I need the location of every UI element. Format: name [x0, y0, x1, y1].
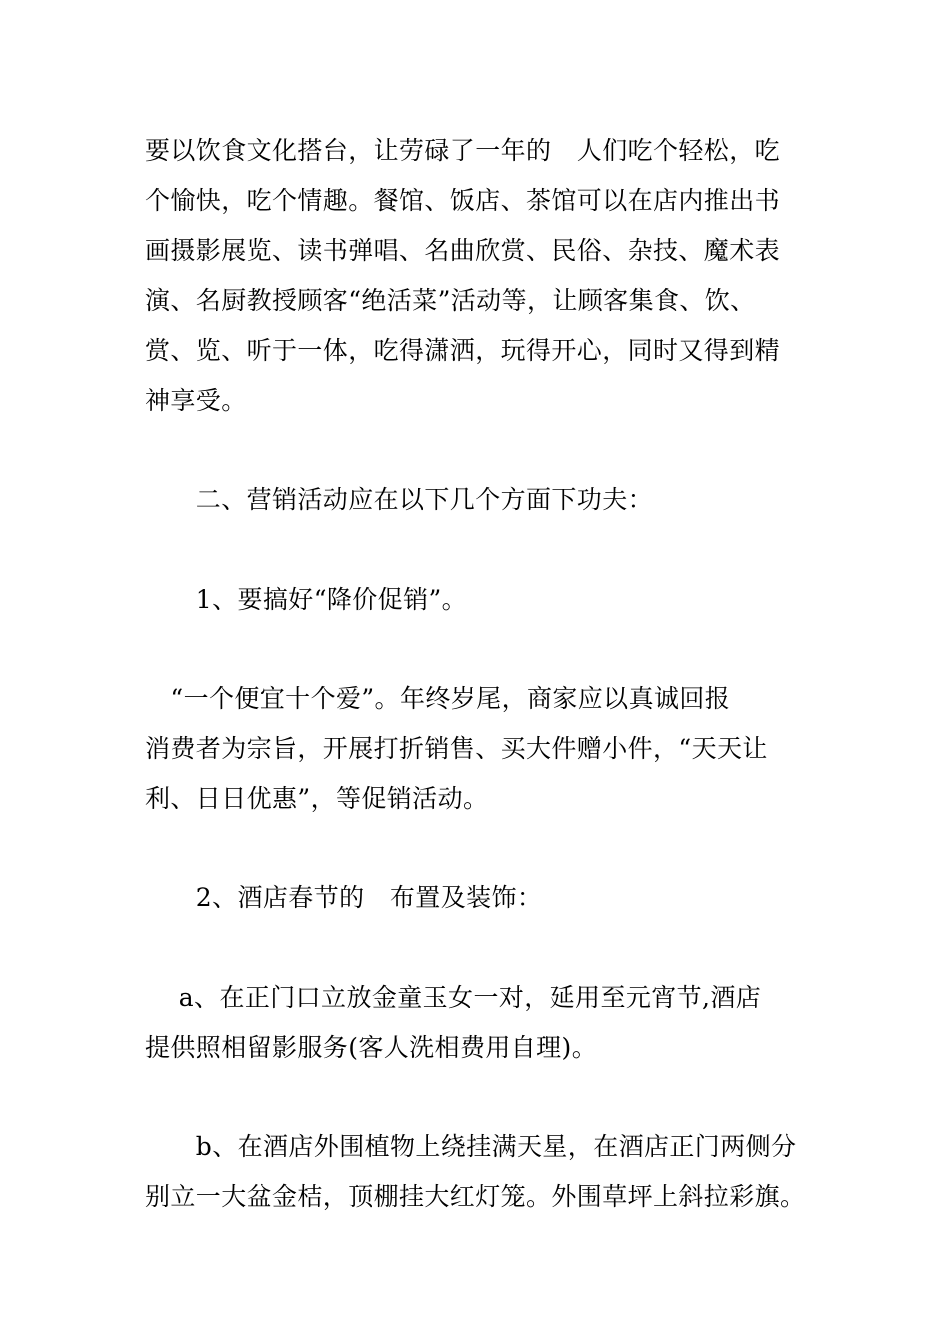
paragraph-1-line-3: 画摄影展览、读书弹唱、名曲欣赏、民俗、杂技、魔术表: [145, 236, 781, 265]
paragraph-a-line-1: a、在正门口立放金童玉女一对，延用至元宵节,酒店: [145, 983, 762, 1012]
paragraph-2-line-1: “一个便宜十个爱”。年终岁尾，商家应以真诚回报: [145, 684, 731, 713]
paragraph-1-line-1: 要以饮食文化搭台，让劳碌了一年的 人们吃个轻松，吃: [145, 136, 781, 165]
paragraph-1-line-2: 个愉快，吃个情趣。餐馆、饭店、茶馆可以在店内推出书: [145, 186, 781, 215]
paragraph-1-line-6: 神享受。: [145, 386, 247, 415]
item-1-heading: 1、要搞好“降价促销”。: [145, 585, 468, 614]
item-2-heading: 2、酒店春节的 布置及装饰：: [145, 883, 543, 912]
paragraph-1-line-4: 演、名厨教授顾客“绝活菜”活动等，让顾客集食、饮、: [145, 286, 756, 315]
section-heading-marketing: 二、营销活动应在以下几个方面下功夫：: [145, 485, 654, 514]
paragraph-2-line-2: 消费者为宗旨，开展打折销售、买大件赠小件，“天天让: [145, 734, 768, 763]
paragraph-1-line-5: 赏、览、听于一体，吃得潇洒，玩得开心，同时又得到精: [145, 336, 781, 365]
paragraph-a-line-2: 提供照相留影服务(客人洗相费用自理)。: [145, 1033, 598, 1062]
paragraph-b-line-2: 别立一大盆金桔，顶棚挂大红灯笼。外围草坪上斜拉彩旗。: [145, 1182, 806, 1211]
paragraph-b-line-1: b、在酒店外围植物上绕挂满天星，在酒店正门两侧分: [145, 1132, 797, 1161]
paragraph-2-line-3: 利、日日优惠”，等促销活动。: [145, 784, 489, 813]
